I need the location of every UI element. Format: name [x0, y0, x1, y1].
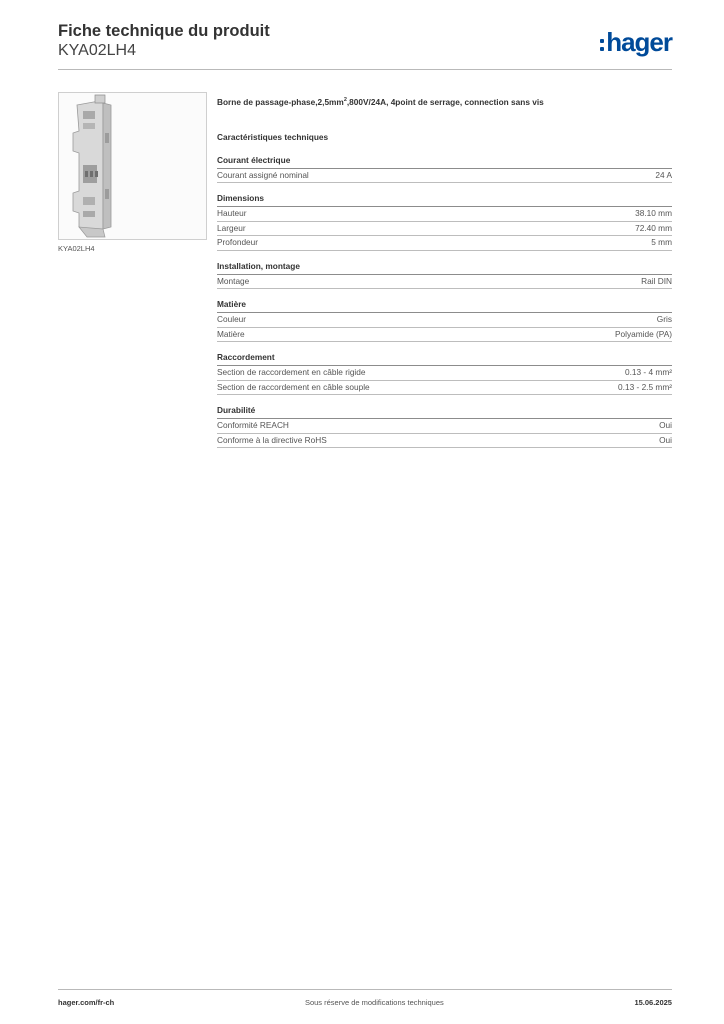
spec-label: Conformité REACH [217, 420, 289, 431]
spec-label: Section de raccordement en câble rigide [217, 367, 366, 378]
footer-divider [58, 989, 672, 990]
spec-value: Rail DIN [641, 275, 672, 286]
spec-value: Oui [659, 420, 672, 431]
logo-text: hager [606, 27, 672, 57]
page-header [58, 22, 672, 60]
description-superscript: 2 [343, 97, 347, 103]
footer-date: 15.06.2025 [634, 998, 672, 1007]
spec-value: 38.10 mm [635, 208, 672, 219]
specs-heading: Caractéristiques techniques [217, 131, 329, 142]
spec-row [217, 434, 672, 449]
spec-label: Montage [217, 275, 250, 286]
spec-label: Profondeur [217, 237, 259, 248]
hager-logo [600, 28, 672, 56]
section-matiere [217, 299, 672, 342]
spec-row [217, 381, 672, 396]
spec-row [217, 313, 672, 328]
page-footer [58, 998, 672, 1007]
section-durabilite [217, 405, 672, 448]
product-description [217, 94, 672, 108]
spec-value: 0.13 - 4 mm² [624, 367, 672, 378]
spec-label: Matière [217, 328, 245, 339]
spec-value: Polyamide (PA) [614, 328, 672, 339]
description-rest: ,800V/24A, 4point de serrage, connection sans vis [346, 96, 544, 107]
section-title: Raccordement [217, 352, 672, 366]
spec-value: 72.40 mm [635, 222, 672, 233]
spec-label: Hauteur [217, 208, 247, 219]
spec-label: Largeur [217, 222, 246, 233]
spec-label: Couleur [217, 314, 247, 325]
section-title: Dimensions [217, 193, 672, 207]
spec-row [217, 275, 672, 290]
spec-value: Gris [656, 314, 672, 325]
spec-value: 5 mm [651, 237, 672, 248]
section-title: Matière [217, 299, 672, 313]
footer-disclaimer: Sous réserve de modifications techniques [304, 998, 444, 1007]
spec-row [217, 207, 672, 222]
footer-website-link[interactable]: hager.com/fr-ch [58, 998, 115, 1007]
description-main: Borne de passage-phase,2,5mm [217, 96, 344, 107]
product-image [58, 92, 207, 240]
section-title: Durabilité [217, 405, 672, 419]
section-courant [217, 155, 672, 184]
spec-row [217, 236, 672, 251]
logo-dots-icon [600, 39, 604, 51]
spec-row [217, 169, 672, 184]
section-title: Installation, montage [217, 261, 672, 275]
spec-row [217, 419, 672, 434]
section-raccordement [217, 352, 672, 395]
page-title: Fiche technique du produit [58, 22, 270, 40]
section-dimensions [217, 193, 672, 251]
spec-row [217, 366, 672, 381]
terminal-block-illustration [59, 93, 206, 239]
spec-row [217, 222, 672, 237]
section-installation [217, 261, 672, 290]
product-code: KYA02LH4 [58, 42, 136, 59]
specs-content [217, 94, 672, 458]
image-caption: KYA02LH4 [58, 244, 95, 253]
header-divider [58, 69, 672, 70]
spec-value: Oui [659, 434, 672, 445]
spec-row [217, 328, 672, 343]
spec-value: 0.13 - 2.5 mm² [618, 381, 672, 392]
spec-label: Section de raccordement en câble souple [217, 381, 370, 392]
spec-label: Courant assigné nominal [217, 169, 309, 180]
spec-value: 24 A [655, 169, 672, 180]
spec-label: Conforme à la directive RoHS [217, 434, 327, 445]
section-title: Courant électrique [217, 155, 672, 169]
